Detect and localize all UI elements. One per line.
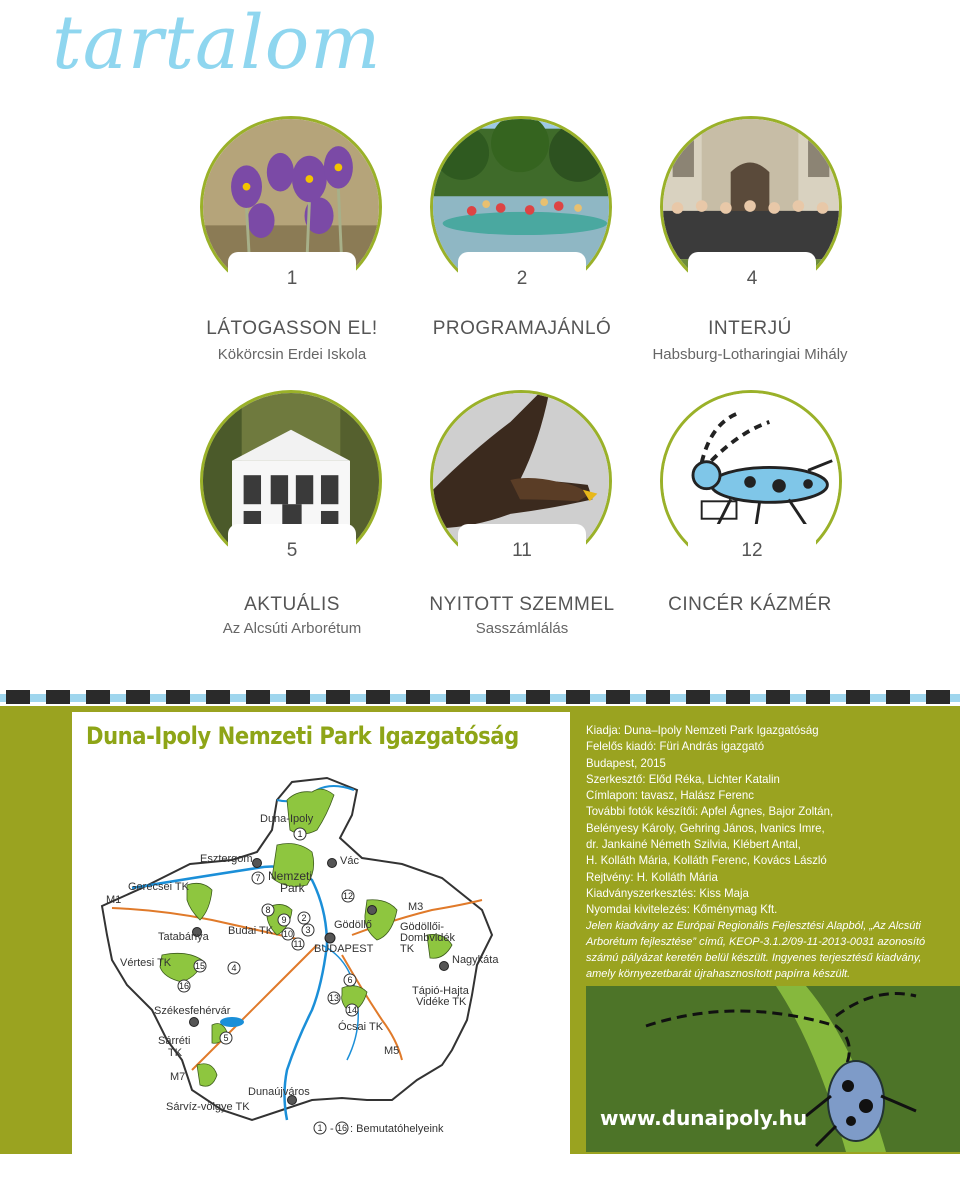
marker-szekesfehervar	[190, 1018, 199, 1027]
visitor-site-badge	[220, 1032, 232, 1044]
divider-dash	[286, 690, 310, 704]
park-map	[72, 760, 570, 1152]
marker-nagykata	[440, 962, 449, 971]
visitor-site-number: 8	[265, 905, 271, 915]
visitor-site-number: 1	[297, 829, 303, 839]
divider-dash	[166, 690, 190, 704]
divider-dash	[846, 690, 870, 704]
visitor-site-number: 11	[293, 939, 303, 949]
label-park: Park	[280, 881, 305, 895]
label-nemzeti: Nemzeti	[268, 869, 313, 883]
visitor-site-number: 14	[346, 1005, 358, 1015]
visitor-site-badge	[262, 904, 274, 916]
label-sarreti: Sárréti	[158, 1035, 191, 1047]
label-m7: M7	[170, 1071, 186, 1083]
toc-3-page-tab: 4	[688, 252, 816, 306]
toc-4-page-tab: 5	[228, 524, 356, 578]
marker-budapest	[325, 933, 335, 943]
label-sarreti-tk: TK	[168, 1047, 183, 1059]
label-godolloi: Gödöllői-	[400, 921, 445, 933]
label-tapio: Tápió-Hajta	[412, 985, 469, 997]
legend-text: : Bemutatóhelyeink	[350, 1123, 444, 1135]
divider-dash	[46, 690, 70, 704]
visitor-site-badge	[344, 974, 356, 986]
visitor-site-number: 12	[342, 891, 354, 901]
visitor-site-number: 6	[347, 975, 353, 985]
funding-notice: Jelen kiadvány az Európai Regionális Fejlesztési Alapból, „Az Alcsúti Arborétum fejlesztése” című, KEOP-3.1.2/09-11-2013-0031 azonosító számú pályázat keretén belül készült. Ingyenes terjesztésű kiadvány, amely környezetbarát újrahasznosított papírra készült.	[586, 920, 926, 980]
imprint-line: Budapest, 2015	[586, 755, 666, 770]
visitor-site-badge	[298, 912, 310, 924]
visitor-site-badge	[346, 1004, 358, 1016]
label-dunaujvaros: Dunaújváros	[248, 1086, 310, 1098]
divider-dash	[566, 690, 590, 704]
map-legend	[314, 1122, 444, 1135]
visitor-site-badge	[194, 960, 206, 972]
label-esztergom: Esztergom	[200, 853, 253, 865]
visitor-site-badge	[278, 914, 290, 926]
toc-6-page-tab: 12	[688, 524, 816, 578]
lake-velence	[220, 1017, 244, 1027]
label-gerecsei: Gerecsei TK	[128, 881, 189, 893]
toc-4-subtitle: Az Alcsúti Arborétum	[222, 620, 362, 637]
page-title: tartalom	[52, 0, 382, 86]
label-ocsai: Ócsai TK	[338, 1021, 384, 1033]
imprint-line: Nyomdai kivitelezés: Kőménymag Kft.	[586, 902, 778, 917]
divider-dash	[6, 690, 30, 704]
visitor-site-number: 16	[178, 981, 190, 991]
legend-from: 1	[317, 1123, 323, 1133]
toc-5-subtitle: Sasszámlálás	[475, 620, 569, 637]
label-budai: Budai TK	[228, 925, 274, 937]
map-title: Duna-Ipoly Nemzeti Park Igazgatóság	[86, 722, 519, 750]
divider-dash	[886, 690, 910, 704]
label-dombvidek: Dombvidék	[400, 932, 456, 944]
imprint-line: További fotók készítői: Apfel Ágnes, Bajor Zoltán,	[586, 804, 834, 819]
label-vertesi: Vértesi TK	[120, 957, 172, 969]
dashed-divider	[0, 690, 960, 704]
marker-esztergom	[253, 859, 262, 868]
divider-dash	[446, 690, 470, 704]
label-tatabanya: Tatabánya	[158, 931, 209, 943]
divider-dash	[726, 690, 750, 704]
toc-1-heading[interactable]: LÁTOGASSON EL!	[206, 318, 378, 339]
imprint-line: Kiadványszerkesztés: Kiss Maja	[586, 885, 749, 900]
visitor-site-badge	[282, 928, 294, 940]
imprint-line: dr. Jankainé Németh Szilvia, Klébert Antal,	[586, 837, 801, 852]
label-m5: M5	[384, 1045, 400, 1057]
visitor-site-number: 9	[281, 915, 287, 925]
visitor-site-badge	[228, 962, 240, 974]
visitor-site-number: 10	[282, 929, 294, 939]
visitor-site-number: 2	[301, 913, 307, 923]
divider-dash	[926, 690, 950, 704]
divider-dash	[246, 690, 270, 704]
toc-6-heading[interactable]: CINCÉR KÁZMÉR	[668, 594, 832, 615]
divider-dash	[326, 690, 350, 704]
imprint-line: Címlapon: tavasz, Halász Ferenc	[586, 788, 754, 803]
legend-to: 16	[336, 1123, 348, 1133]
divider-dash	[806, 690, 830, 704]
visitor-site-badge	[302, 924, 314, 936]
visitor-site-badge	[252, 872, 264, 884]
toc-2-heading[interactable]: PROGRAMAJÁNLÓ	[432, 318, 612, 339]
visitor-site-number: 15	[194, 961, 206, 971]
visitor-site-number: 13	[328, 993, 340, 1003]
imprint-line: H. Kolláth Mária, Kolláth Ferenc, Kovács László	[586, 853, 827, 868]
imprint-line: Kiadja: Duna–Ipoly Nemzeti Park Igazgatóság	[586, 723, 819, 737]
toc-5-heading[interactable]: NYITOTT SZEMMEL	[429, 594, 615, 615]
imprint-line: Rejtvény: H. Kolláth Mária	[586, 869, 718, 884]
website-link[interactable]: www.dunaipoly.hu	[600, 1106, 808, 1130]
toc-3-heading[interactable]: INTERJÚ	[708, 318, 792, 339]
label-m3: M3	[408, 901, 424, 913]
toc-3-subtitle: Habsburg-Lotharingiai Mihály	[652, 346, 848, 363]
visitor-site-number: 4	[231, 963, 237, 973]
marker-vac	[328, 859, 337, 868]
divider-dash	[606, 690, 630, 704]
visitor-site-number: 7	[255, 873, 261, 883]
label-budapest: BUDAPEST	[314, 943, 374, 955]
divider-dash	[766, 690, 790, 704]
label-nagykata: Nagykáta	[452, 954, 499, 966]
visitor-site-badge	[292, 938, 304, 950]
toc-1-subtitle: Kökörcsin Erdei Iskola	[217, 346, 367, 363]
divider-dash	[366, 690, 390, 704]
imprint-line: Felelős kiadó: Füri András igazgató	[586, 739, 765, 754]
divider-dash	[646, 690, 670, 704]
divider-dash	[126, 690, 150, 704]
visitor-site-badge	[328, 992, 340, 1004]
toc-1-page-tab: 1	[228, 252, 356, 306]
label-godollo: Gödöllő	[334, 919, 372, 931]
label-sarviz: Sárvíz-völgye TK	[166, 1101, 250, 1113]
imprint-line: Szerkesztő: Előd Réka, Lichter Katalin	[586, 771, 780, 786]
visitor-site-number: 5	[223, 1033, 229, 1043]
divider-dash	[406, 690, 430, 704]
divider-dash	[526, 690, 550, 704]
divider-dash	[486, 690, 510, 704]
imprint	[586, 722, 956, 918]
divider-dash	[86, 690, 110, 704]
label-dombvidek-tk: TK	[400, 943, 415, 955]
imprint-line: Belényesy Károly, Gehring János, Ivanics Imre,	[586, 820, 825, 835]
marker-godollo	[368, 906, 377, 915]
toc-4-heading[interactable]: AKTUÁLIS	[244, 594, 340, 615]
label-m1: M1	[106, 894, 122, 906]
label-szekesfehervar: Székesfehérvár	[154, 1005, 231, 1017]
label-vac: Vác	[340, 855, 359, 867]
toc-5-page-tab: 11	[458, 524, 586, 578]
toc-2-page-tab: 2	[458, 252, 586, 306]
visitor-site-number: 3	[305, 925, 311, 935]
label-tapio-2: Vidéke TK	[416, 996, 467, 1008]
divider-dash	[206, 690, 230, 704]
legend-dash: -	[330, 1123, 334, 1135]
label-duna-ipoly: Duna-Ipoly	[260, 813, 314, 825]
divider-dash	[686, 690, 710, 704]
visitor-site-badge	[294, 828, 306, 840]
visitor-site-badge	[342, 890, 354, 902]
visitor-site-badge	[178, 980, 190, 992]
